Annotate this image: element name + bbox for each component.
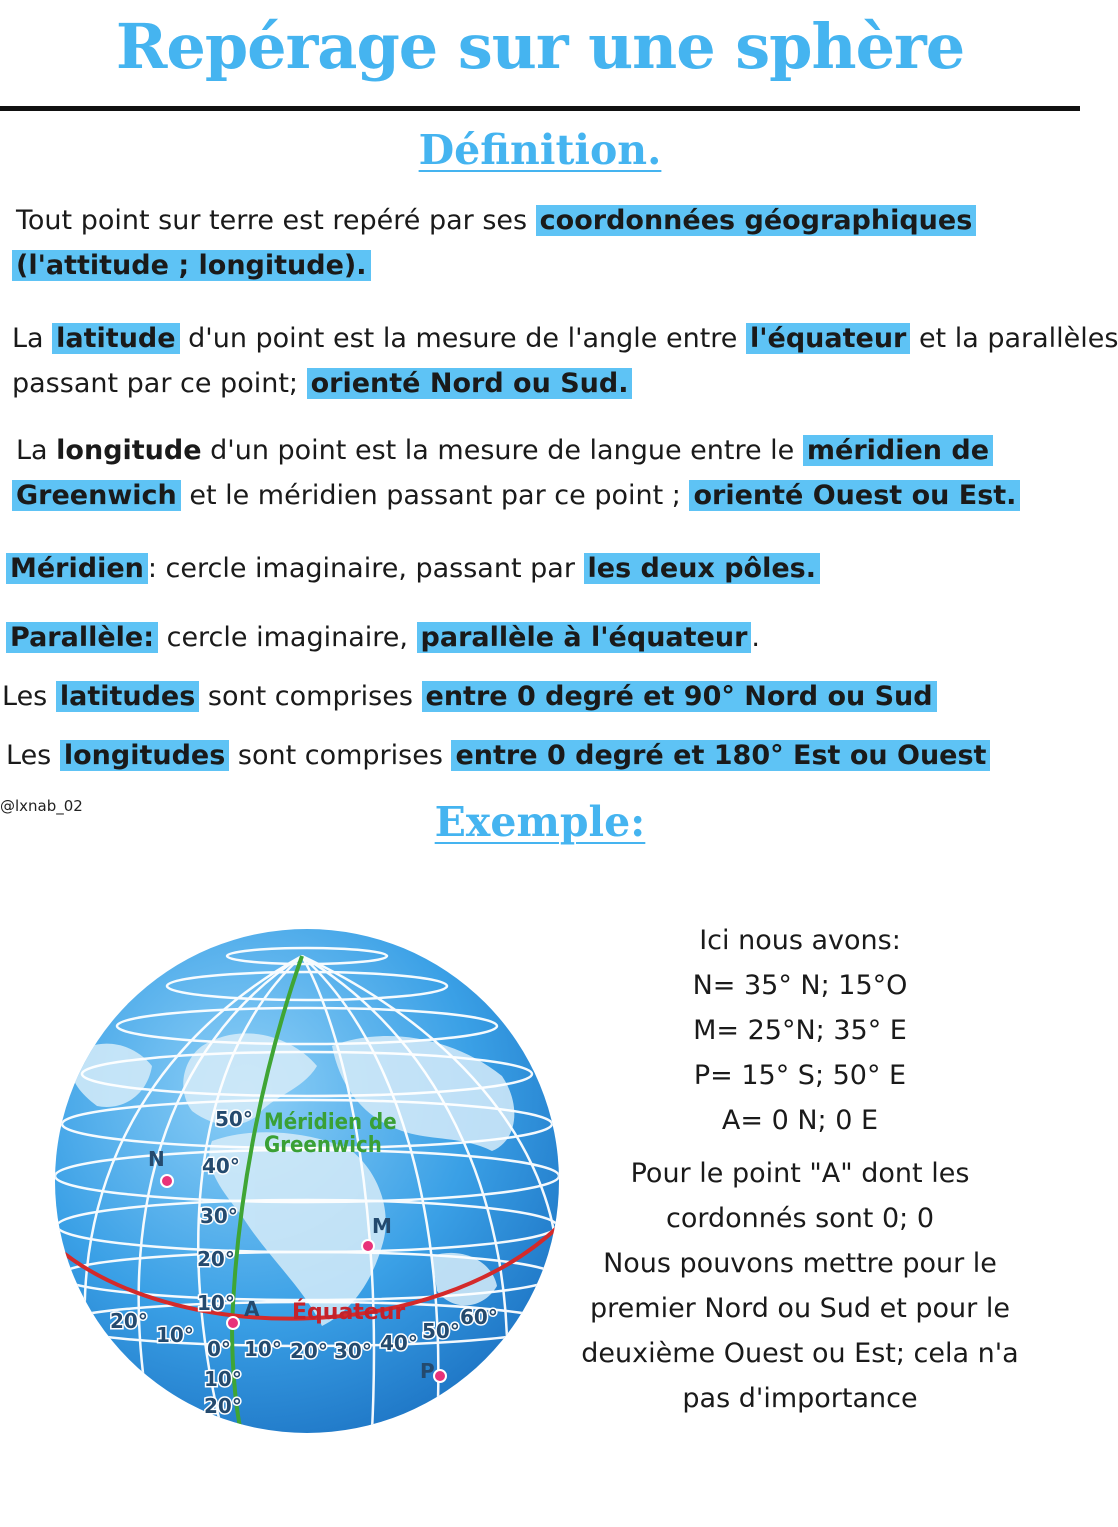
lon-tick: 60° bbox=[460, 1305, 498, 1329]
lat-tick: 30° bbox=[200, 1204, 238, 1228]
lon-tick: 20° bbox=[290, 1339, 328, 1363]
highlight: latitude bbox=[52, 323, 179, 354]
highlight: les deux pôles. bbox=[584, 553, 821, 584]
text: La bbox=[12, 323, 53, 354]
lat-tick: 10° bbox=[197, 1291, 235, 1315]
lat-tick: 10° bbox=[204, 1367, 242, 1391]
explanation-line: pas d'importance bbox=[682, 1383, 918, 1414]
definition-heading: Définition. bbox=[418, 126, 662, 174]
highlight: l'équateur bbox=[746, 323, 910, 354]
lon-tick: 10° bbox=[244, 1337, 282, 1361]
paragraph-coords bbox=[16, 198, 976, 288]
text: et la parallèles bbox=[910, 323, 1118, 354]
highlight: parallèle à l'équateur bbox=[417, 622, 752, 653]
text: cercle imaginaire, bbox=[158, 622, 417, 653]
text: sont comprises bbox=[199, 681, 422, 712]
text: et le méridien passant par ce point ; bbox=[180, 480, 690, 511]
highlight: orienté Ouest ou Est. bbox=[689, 480, 1020, 511]
highlight: (l'attitude ; longitude). bbox=[12, 250, 371, 281]
author-handle: @lxnab_02 bbox=[0, 797, 83, 815]
page-title: Repérage sur une sphère bbox=[115, 10, 965, 83]
lat-tick: 50° bbox=[215, 1107, 253, 1131]
lat-tick: 40° bbox=[202, 1154, 240, 1178]
example-intro: Ici nous avons: bbox=[699, 925, 901, 956]
text: . bbox=[751, 622, 760, 653]
lon-tick: 10° bbox=[156, 1323, 194, 1347]
paragraph-parallele bbox=[6, 615, 760, 660]
point-a-label: A bbox=[244, 1297, 260, 1321]
highlight: longitudes bbox=[60, 740, 229, 771]
equator-label: Équateur bbox=[292, 1300, 406, 1325]
highlight: entre 0 degré et 180° Est ou Ouest bbox=[451, 740, 990, 771]
lon-tick: 40° bbox=[380, 1331, 418, 1355]
highlight: Parallèle: bbox=[6, 622, 158, 653]
paragraph-latitude bbox=[12, 316, 1118, 406]
text: passant par ce point; bbox=[12, 368, 307, 399]
lon-tick: 30° bbox=[334, 1339, 372, 1363]
lat-tick: 20° bbox=[197, 1247, 235, 1271]
point-n-marker bbox=[161, 1175, 173, 1187]
coord-n: N= 35° N; 15°O bbox=[692, 970, 908, 1001]
highlight: coordonnées géographiques bbox=[536, 205, 977, 236]
highlight: entre 0 degré et 90° Nord ou Sud bbox=[422, 681, 937, 712]
point-n-label: N bbox=[148, 1147, 165, 1171]
point-m-marker bbox=[362, 1240, 374, 1252]
explanation-line: premier Nord ou Sud et pour le bbox=[590, 1293, 1010, 1324]
point-a-marker bbox=[227, 1317, 239, 1329]
point-p-label: P bbox=[420, 1359, 435, 1383]
example-explanation bbox=[575, 918, 1025, 1421]
text: Les bbox=[2, 681, 56, 712]
paragraph-lat-range bbox=[2, 674, 937, 719]
coord-a: A= 0 N; 0 E bbox=[721, 1105, 879, 1136]
example-heading: Exemple: bbox=[434, 798, 646, 846]
globe-illustration bbox=[52, 926, 562, 1436]
highlight: orienté Nord ou Sud. bbox=[307, 368, 633, 399]
explanation-line: Pour le point "A" dont les bbox=[630, 1158, 970, 1189]
lon-tick: 50° bbox=[422, 1319, 460, 1343]
lon-tick: 20° bbox=[110, 1309, 148, 1333]
text: Tout point sur terre est repéré par ses bbox=[16, 205, 536, 236]
text: d'un point est la mesure de l'angle entre bbox=[179, 323, 746, 354]
coord-m: M= 25°N; 35° E bbox=[693, 1015, 907, 1046]
highlight: Greenwich bbox=[12, 480, 181, 511]
highlight: méridien de bbox=[803, 435, 993, 466]
meridian-label: Greenwich bbox=[264, 1133, 382, 1158]
title-divider bbox=[0, 106, 1080, 111]
bold-text: longitude bbox=[56, 435, 202, 466]
lat-tick: 0° bbox=[207, 1337, 231, 1361]
explanation-line: Nous pouvons mettre pour le bbox=[603, 1248, 997, 1279]
coord-p: P= 15° S; 50° E bbox=[693, 1060, 907, 1091]
explanation-line: deuxième Ouest ou Est; cela n'a bbox=[581, 1338, 1019, 1369]
paragraph-meridien bbox=[6, 546, 820, 591]
paragraph-lon-range bbox=[6, 733, 990, 778]
text: sont comprises bbox=[229, 740, 452, 771]
text: La bbox=[16, 435, 57, 466]
text: d'un point est la mesure de langue entre le bbox=[201, 435, 803, 466]
text: : cercle imaginaire, passant par bbox=[147, 553, 584, 584]
text: Les bbox=[6, 740, 60, 771]
meridian-label: Méridien de bbox=[264, 1110, 397, 1135]
point-m-label: M bbox=[372, 1214, 392, 1238]
paragraph-longitude bbox=[16, 428, 1020, 518]
highlight: latitudes bbox=[56, 681, 199, 712]
point-p-marker bbox=[434, 1370, 446, 1382]
highlight: Méridien bbox=[6, 553, 148, 584]
lat-tick: 20° bbox=[204, 1394, 242, 1418]
explanation-line: cordonnés sont 0; 0 bbox=[665, 1203, 935, 1234]
